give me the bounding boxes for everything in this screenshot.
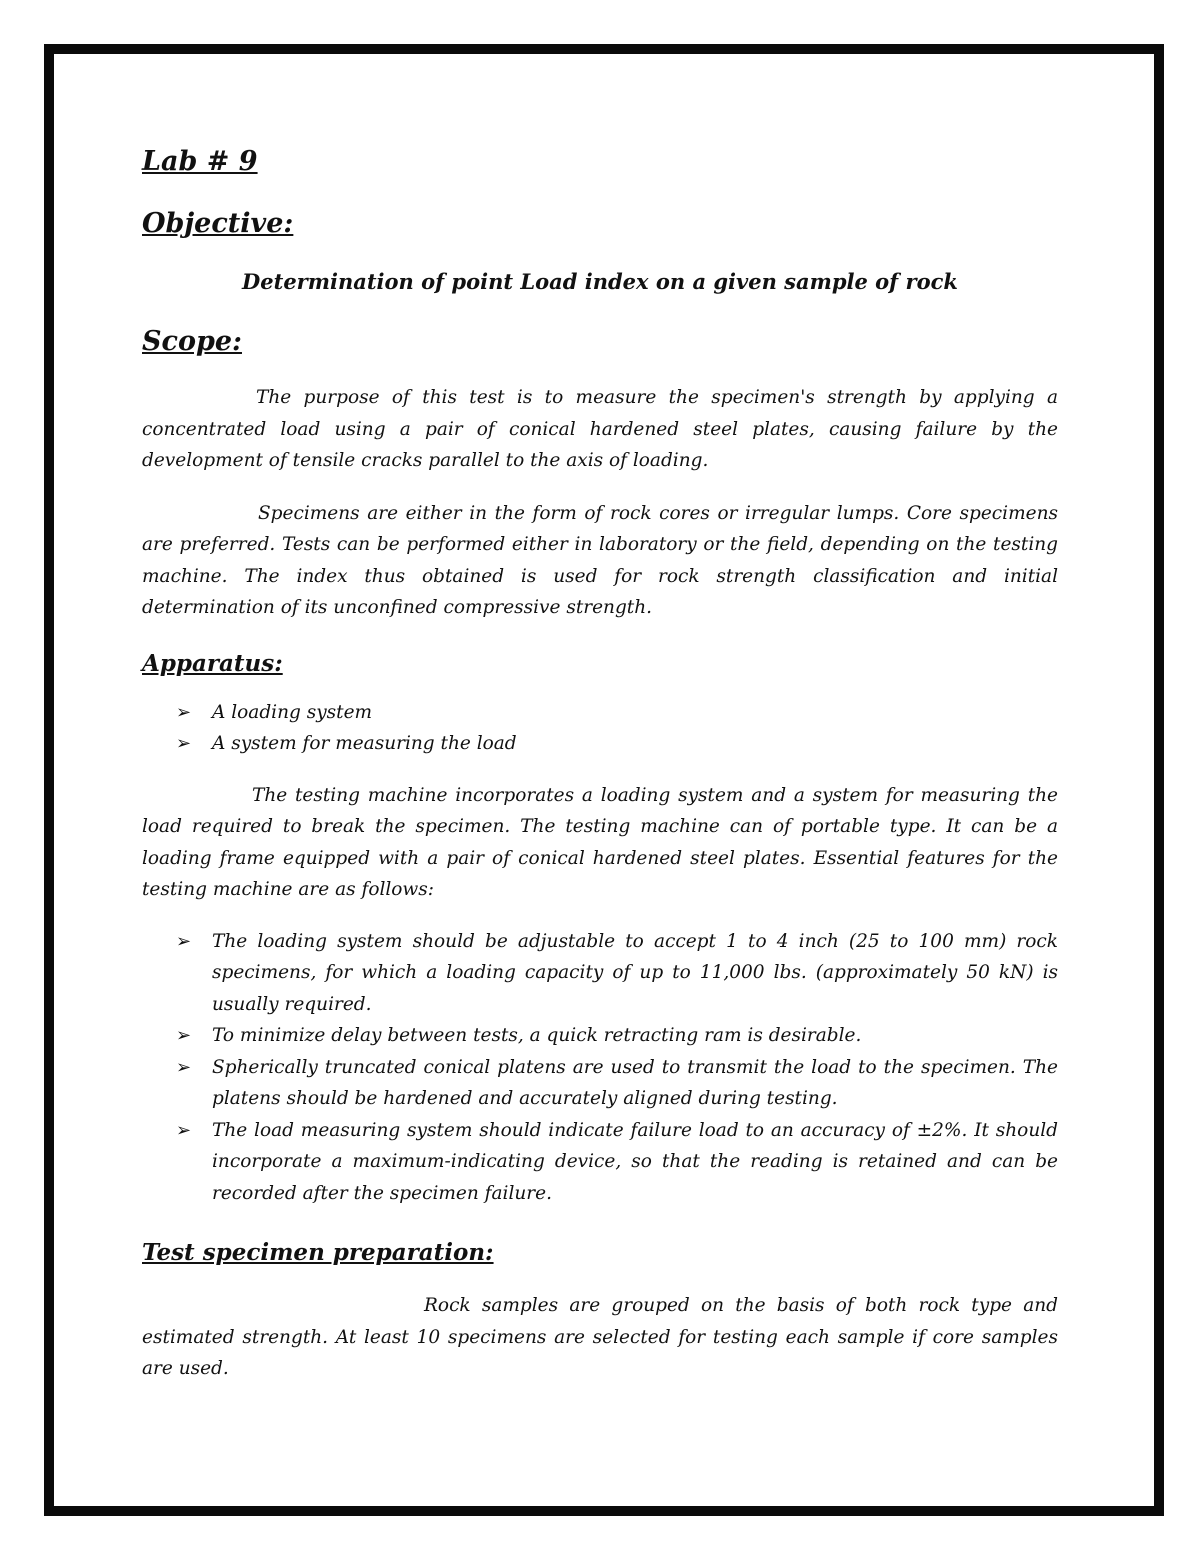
list-item-text: A system for measuring the load bbox=[212, 733, 517, 754]
apparatus-paragraph: The testing machine incorporates a loading system and a system for measuring the load required to break the specimen. The testing machine can of portable type. It can be a loading frame equipped with a pair of conical hardened steel plates. Essential features for the testing machine are as follows: bbox=[142, 784, 1058, 900]
scope-heading: Scope: bbox=[142, 326, 242, 357]
list-item bbox=[142, 1020, 1058, 1052]
list-item bbox=[142, 728, 1058, 760]
apparatus-heading: Apparatus: bbox=[142, 649, 283, 677]
test-specimen-heading: Test specimen preparation: bbox=[142, 1239, 494, 1266]
scope-paragraph-1: The purpose of this test is to measure the specimen's strength by applying a concentrated load using a pair of conical hardened steel plates, causing failure by the development of tensile cracks parallel to the axis of loading. bbox=[142, 387, 1058, 471]
features-list bbox=[142, 926, 1058, 1210]
scope-paragraph-2: Specimens are either in the form of rock cores or irregular lumps. Core specimens are preferred. Tests can be performed either in laboratory or the field, depending on the testing machine. The index thus obtained is used for rock strength classification and initial determination of its unconfined compressive strength. bbox=[142, 502, 1058, 618]
arrow-bullet-icon: ➢ bbox=[176, 1119, 192, 1141]
document-body bbox=[142, 140, 1058, 1385]
apparatus-list bbox=[142, 697, 1058, 760]
list-item bbox=[142, 1115, 1058, 1210]
arrow-bullet-icon: ➢ bbox=[176, 701, 192, 723]
arrow-bullet-icon: ➢ bbox=[176, 733, 192, 754]
list-item bbox=[142, 1052, 1058, 1115]
list-item bbox=[142, 697, 1058, 729]
objective-heading: Objective: bbox=[142, 208, 294, 239]
objective-text: Determination of point Load index on a given sample of rock bbox=[242, 269, 958, 294]
test-specimen-paragraph: Rock samples are grouped on the basis of both rock type and estimated strength. At least 10 specimens are selected for testing each sample if core samples are used. bbox=[142, 1295, 1058, 1379]
list-item-text: The loading system should be adjustable to accept 1 to 4 inch (25 to 100 mm) rock specimens, for which a loading capacity of up to 11,000 lbs. (approximately 50 kN) is usually required. bbox=[212, 930, 1058, 1015]
lab-title: Lab # 9 bbox=[142, 146, 258, 177]
arrow-bullet-icon: ➢ bbox=[176, 930, 192, 952]
list-item-text: Spherically truncated conical platens are used to transmit the load to the specimen. The platens should be hardened and accurately aligned during testing. bbox=[212, 1056, 1058, 1109]
list-item-text: To minimize delay between tests, a quick retracting ram is desirable. bbox=[212, 1025, 862, 1046]
list-item-text: The load measuring system should indicate failure load to an accuracy of ±2%. It should incorporate a maximum-indicating device, so that the reading is retained and can be recorded after the specimen failure. bbox=[212, 1119, 1058, 1204]
list-item-text: A loading system bbox=[212, 701, 373, 723]
arrow-bullet-icon: ➢ bbox=[176, 1025, 192, 1046]
arrow-bullet-icon: ➢ bbox=[176, 1056, 192, 1078]
list-item bbox=[142, 926, 1058, 1021]
